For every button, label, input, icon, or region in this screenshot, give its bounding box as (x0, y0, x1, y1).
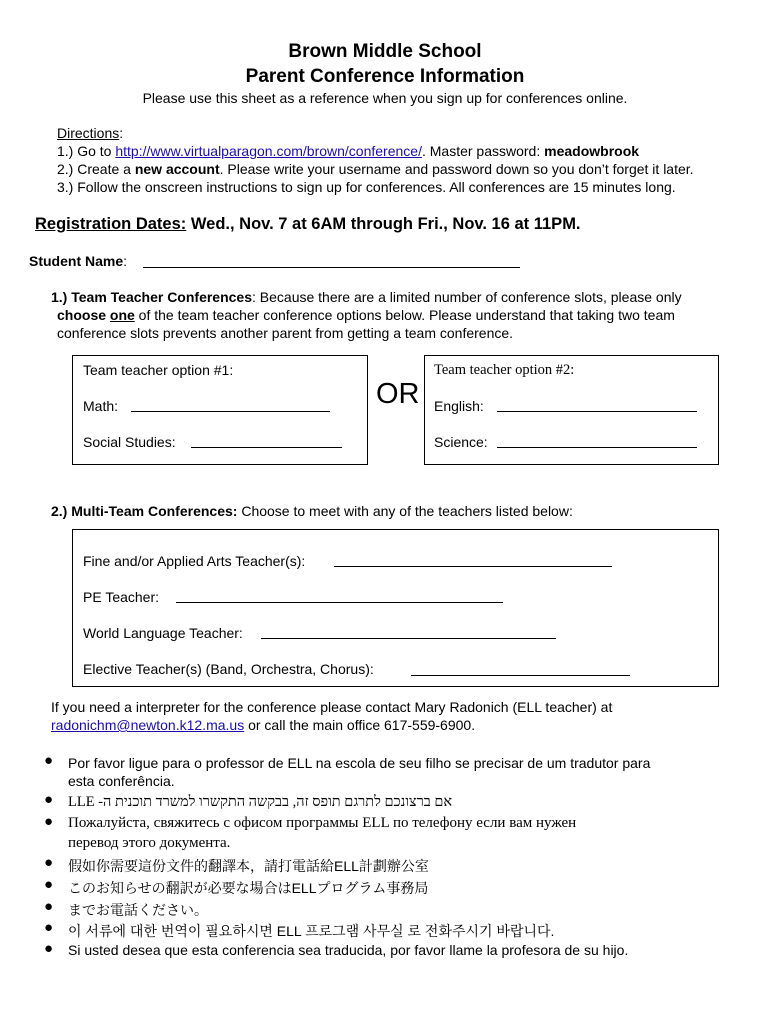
science-teacher-field[interactable] (497, 435, 697, 448)
section2-line (51, 503, 573, 519)
directions-step-2 (57, 161, 694, 177)
translation-japanese-1: このお知らせの翻訳が必要な場合はELLプログラム事務局 (68, 880, 429, 896)
arts-teacher-label: Fine and/or Applied Arts Teacher(s): (83, 553, 306, 569)
team-option-2-title: Team teacher option #2: (434, 362, 575, 378)
section1-line-1 (51, 289, 682, 305)
student-name-colon: : (123, 253, 128, 269)
directions-step-3: 3.) Follow the onscreen instructions to sign up for conferences. All conferences are 15 minutes long. (57, 179, 676, 195)
directions-heading (57, 125, 123, 141)
directions-step-1 (57, 143, 639, 159)
section1-line-2 (57, 307, 675, 323)
section1-line-3: conference slots prevents another parent from getting a team conference. (57, 325, 514, 341)
math-field-label: Math: (83, 398, 119, 414)
registration-dates (35, 215, 581, 234)
student-name-field[interactable] (143, 255, 520, 268)
translation-russian-2: перевод этого документа. (68, 835, 231, 851)
english-teacher-field[interactable] (497, 399, 697, 412)
bullet-icon: ● (44, 854, 54, 871)
translation-korean: 이 서류에 대한 번역이 필요하시면 ELL 프로그램 사무실 로 전화주시기 바랍니다. (68, 923, 555, 939)
student-name-row (29, 253, 127, 269)
section1-one: one (109, 307, 135, 323)
step2-new-account: new account (134, 161, 220, 177)
bullet-icon: ● (44, 813, 54, 830)
translation-portuguese-1: Por favor ligue para o professor de ELL na escola de seu filho se precisar de um tradutor para (68, 755, 651, 771)
translation-russian-1: Пожалуйста, свяжитесь с офисом программы ELL по телефону если вам нужен (68, 815, 577, 831)
english-field-label: English: (434, 398, 484, 414)
elective-teacher-label: Elective Teacher(s) (Band, Orchestra, Chorus): (83, 661, 374, 677)
bullet-icon: ● (44, 919, 54, 936)
elective-teacher-field[interactable] (411, 663, 630, 676)
section1-text-b: of the team teacher conference options below. Please understand that taking two team (134, 307, 675, 323)
bullet-icon: ● (44, 752, 54, 769)
arts-teacher-field[interactable] (334, 554, 612, 567)
social-studies-teacher-field[interactable] (191, 435, 342, 448)
translation-portuguese-2: esta conferência. (68, 773, 175, 789)
directions-heading-colon: : (119, 125, 124, 141)
language-teacher-field[interactable] (261, 626, 556, 639)
interpreter-line-2-rest: or call the main office 617-559-6900. (244, 717, 476, 733)
intro-text: Please use this sheet as a reference when you sign up for conferences online. (142, 90, 628, 106)
registration-range: Wed., Nov. 7 at 6AM through Fri., Nov. 16 at 11PM. (186, 215, 581, 233)
step2-rest: . Please write your username and password down so you don’t forget it later. (219, 161, 694, 177)
interpreter-line-1: If you need a interpreter for the conference please contact Mary Radonich (ELL teacher) at (51, 699, 613, 715)
page-title: Parent Conference Information (245, 66, 525, 87)
school-name: Brown Middle School (288, 41, 482, 62)
team-option-1-title: Team teacher option #1: (83, 362, 234, 378)
bullet-icon: ● (44, 876, 54, 893)
translation-japanese-2: までお電話ください。 (68, 902, 208, 918)
section1-choose: choose (57, 307, 110, 323)
registration-label: Registration Dates: (35, 215, 187, 233)
language-teacher-label: World Language Teacher: (83, 625, 243, 641)
translation-chinese: 假如你需要這份文件的翻譯本，請打電話給ELL計劃辦公室 (68, 858, 429, 874)
step2-prefix: 2.) Create a (57, 161, 135, 177)
ell-teacher-email-link[interactable]: radonichm@newton.k12.ma.us (51, 717, 245, 733)
social-studies-field-label: Social Studies: (83, 434, 176, 450)
section1-heading: 1.) Team Teacher Conferences (51, 289, 253, 305)
translation-hebrew: אם ברצונכם לתרגם תופס זה, בבקשה התקשרו למשרד תוכנית ה- LLE (68, 794, 453, 810)
science-field-label: Science: (434, 434, 488, 450)
section2-heading: 2.) Multi-Team Conferences: (51, 503, 238, 519)
directions-heading-label: Directions (57, 125, 120, 141)
bullet-icon: ● (44, 898, 54, 915)
pe-teacher-field[interactable] (176, 590, 503, 603)
math-teacher-field[interactable] (131, 399, 330, 412)
pe-teacher-label: PE Teacher: (83, 589, 160, 605)
section1-text-a: : Because there are a limited number of conference slots, please only (252, 289, 682, 305)
section2-text: Choose to meet with any of the teachers listed below: (237, 503, 573, 519)
conference-signup-link[interactable]: http://www.virtualparagon.com/brown/conference/ (115, 143, 422, 159)
interpreter-line-2 (51, 717, 475, 733)
translation-spanish: Si usted desea que esta conferencia sea traducida, por favor llame la profesora de su hijo. (68, 942, 629, 958)
master-password: meadowbrook (544, 143, 640, 159)
or-divider: OR (376, 378, 420, 410)
bullet-icon: ● (44, 940, 54, 957)
step1-mid: . Master password: (421, 143, 545, 159)
step1-prefix: 1.) Go to (57, 143, 116, 159)
bullet-icon: ● (44, 791, 54, 808)
student-name-label: Student Name (29, 253, 124, 269)
